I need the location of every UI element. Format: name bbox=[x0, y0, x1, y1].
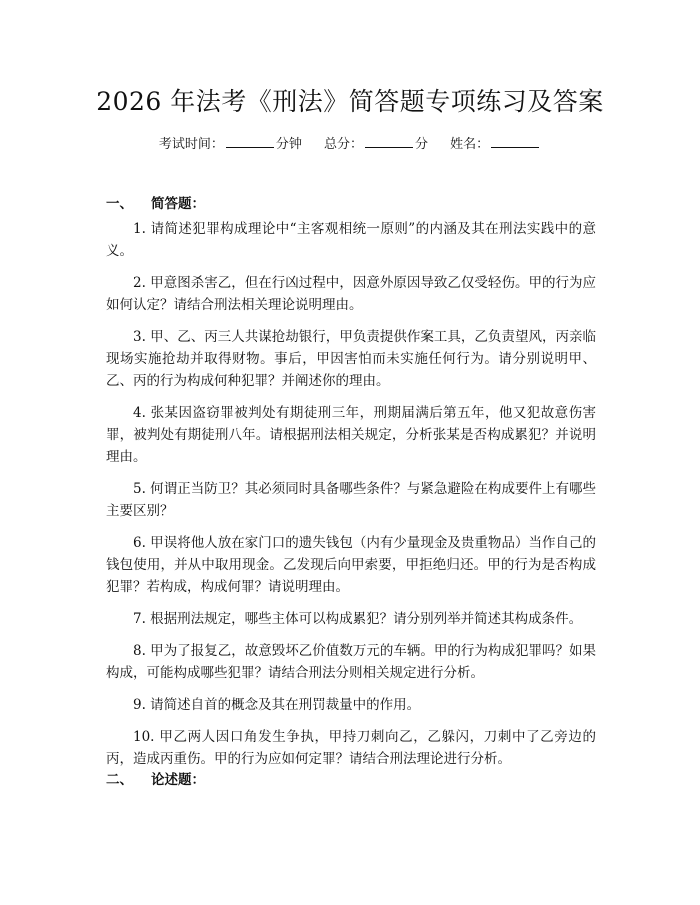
question-item: 3. 甲、乙、丙三人共谋抢劫银行，甲负责提供作案工具，乙负责望风，丙亲临现场实施抢劫并取得财物。事后，甲因害怕而未实施任何行为。请分别说明甲、乙、丙的行为构成何种犯罪？并阐述你的理由。 bbox=[106, 329, 596, 389]
exam-time bbox=[159, 137, 302, 152]
question-item: 5. 何谓正当防卫？其必须同时具备哪些条件？与紧急避险在构成要件上有哪些主要区别？ bbox=[106, 481, 596, 519]
question-item: 2. 甲意图杀害乙，但在行凶过程中，因意外原因导致乙仅受轻伤。甲的行为应如何认定？请结合刑法相关理论说明理由。 bbox=[106, 275, 596, 313]
time-label: 考试时间： bbox=[158, 137, 224, 152]
section-number: 一、 bbox=[106, 196, 133, 212]
name-label: 姓名： bbox=[450, 137, 490, 152]
score-blank bbox=[365, 135, 413, 148]
question-item: 10. 甲乙两人因口角发生争执，甲持刀刺向乙，乙躲闪，刀刺中了乙旁边的丙，造成丙重伤。甲的行为应如何定罪？请结合刑法理论进行分析。 bbox=[106, 729, 596, 767]
question-list bbox=[106, 218, 596, 780]
time-unit: 分钟 bbox=[275, 137, 302, 152]
exam-score bbox=[324, 137, 428, 152]
section-number: 二、 bbox=[106, 772, 133, 788]
score-unit: 分 bbox=[415, 137, 429, 152]
question-item: 8. 甲为了报复乙，故意毁坏乙价值数万元的车辆。甲的行为构成犯罪吗？如果构成，可能构成哪些犯罪？请结合刑法分则相关规定进行分析。 bbox=[106, 643, 596, 681]
section-title: 论述题： bbox=[151, 772, 205, 788]
section-heading-short-answer bbox=[106, 192, 205, 212]
score-label: 总分： bbox=[323, 137, 363, 152]
page-title: 2026 年法考《刑法》简答题专项练习及答案 bbox=[96, 87, 604, 116]
time-blank bbox=[226, 135, 274, 148]
question-item: 1. 请简述犯罪构成理论中“主客观相统一原则”的内涵及其在刑法实践中的意义。 bbox=[106, 221, 596, 259]
section-title: 简答题： bbox=[151, 196, 205, 212]
question-item: 4. 张某因盗窃罪被判处有期徒刑三年，刑期届满后第五年，他又犯故意伤害罪，被判处有期徒刑八年。请根据刑法相关规定，分析张某是否构成累犯？并说明理由。 bbox=[106, 405, 596, 465]
question-item: 7. 根据刑法规定，哪些主体可以构成累犯？请分别列举并简述其构成条件。 bbox=[133, 611, 583, 627]
section-heading-essay bbox=[106, 768, 205, 788]
question-item: 6. 甲误将他人放在家门口的遗失钱包（内有少量现金及贵重物品）当作自己的钱包使用，并从中取用现金。乙发现后向甲索要，甲拒绝归还。甲的行为是否构成犯罪？若构成，构成何罪？请说明理由。 bbox=[106, 535, 596, 595]
question-item: 9. 请简述自首的概念及其在刑罚裁量中的作用。 bbox=[133, 697, 421, 713]
name-blank bbox=[491, 135, 539, 148]
exam-name bbox=[450, 137, 541, 152]
exam-meta bbox=[0, 133, 700, 152]
